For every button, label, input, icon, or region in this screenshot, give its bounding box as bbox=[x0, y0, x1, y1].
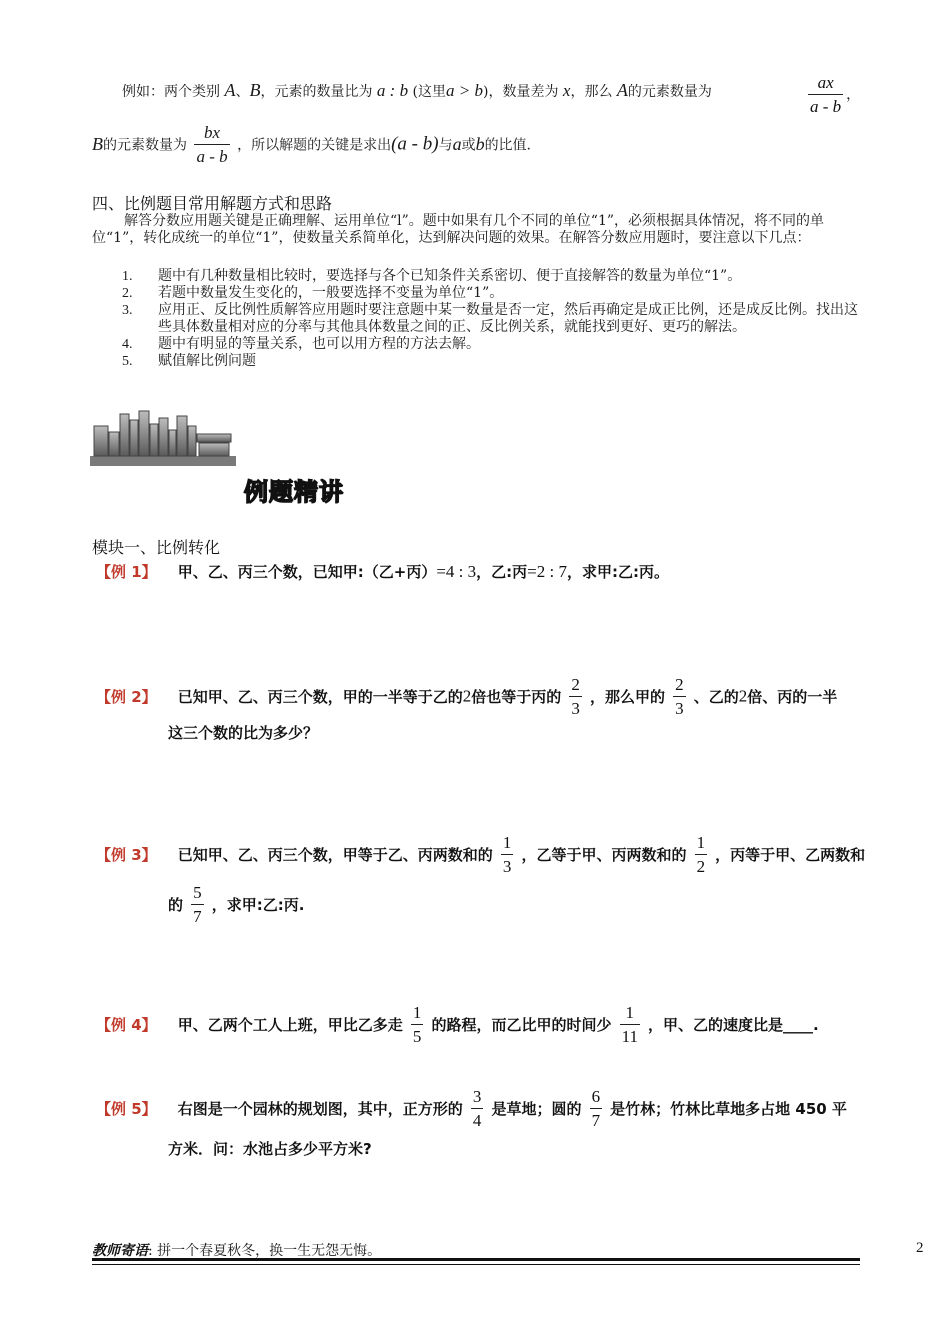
example-4: 【例 4】 甲、乙两个工人上班，甲比乙多走 $\frac{1}{5}$ 的路程，而乙比甲的时间少 $\frac{1}{11}$ ，甲、乙的速度比是____. bbox=[96, 1003, 819, 1046]
tips-list bbox=[122, 268, 864, 370]
intro-fraction-1: $\frac{ax}{a - b}$ ， bbox=[810, 73, 861, 116]
example-3: 【例 3】 已知甲、乙、丙三个数，甲等于乙、丙两数和的 $\frac{1}{3}$ ，乙等于甲、丙两数和的 $\frac{1}{2}$ ，丙等于甲、乙两数和 bbox=[96, 833, 866, 876]
example-1: 【例 1】 甲、乙、丙三个数，已知甲:（乙+丙）=4 : 3，乙:丙=2 : 7，求甲:乙:丙。 bbox=[96, 562, 669, 581]
books-banner-icon bbox=[88, 408, 238, 470]
intro-line-1: 例如：两个类别 A、B，元素的数量比为 a : b (这里a > b)，数量差为 x，那么 A的元素数量为 bbox=[122, 80, 712, 100]
example-2: 【例 2】 已知甲、乙、丙三个数，甲的一半等于乙的2倍也等于丙的 $\frac{2}{3}$ ，那么甲的 $\frac{2}{3}$ 、乙的2倍、丙的一半 bbox=[96, 675, 838, 718]
tip-item: 5. 赋值解比例问题 bbox=[122, 353, 256, 369]
tip-item: 3. 应用正、反比例性质解答应用题时要注意题中某一数量是否一定，然后再确定是成正比例，还是成反比例。找出这些具体数量相对应的分率与其他具体数量之间的正、反比例关系，就能找到更好、更巧的解法。 bbox=[122, 302, 858, 335]
footer-note: 教师寄语: 拼一个春夏秋冬，换一生无怨无悔。 bbox=[92, 1243, 382, 1259]
example-label: 【例 2】 bbox=[96, 688, 157, 706]
tip-item: 2. 若题中数量发生变化的，一般要选择不变量为单位“1”。 bbox=[122, 285, 504, 301]
example-label: 【例 4】 bbox=[96, 1016, 157, 1034]
page-number: 2 bbox=[916, 1240, 924, 1256]
tip-item: 1. 题中有几种数量相比较时，要选择与各个已知条件关系密切、便于直接解答的数量为单位“1”。 bbox=[122, 268, 742, 284]
example-label: 【例 5】 bbox=[96, 1100, 157, 1118]
section-heading: 四、比例题目常用解题方式和思路 bbox=[92, 194, 333, 213]
intro-line-2: B的元素数量为 $\frac{bx}{a - b}$ ，所以解题的关键是求出(a - b)与a或b的比值. bbox=[92, 123, 532, 166]
example-3-line-2: 的 $\frac{5}{7}$ ，求甲:乙:丙. bbox=[168, 883, 305, 926]
footer-rule bbox=[92, 1258, 860, 1261]
footer-rule-thin bbox=[92, 1264, 860, 1265]
example-5-line-2: 方米．问：水池占多少平方米? bbox=[168, 1140, 372, 1158]
module-title: 模块一、比例转化 bbox=[92, 538, 221, 557]
section-paragraph: 解答分数应用题关键是正确理解、运用单位“l”。题中如果有几个不同的单位“1”，必须根据具体情况，将不同的单位“1”，转化成统一的单位“1”，使数量关系简单化，达到解决问题的效果。在解答分数应用题时，要注意以下几点： bbox=[92, 213, 825, 246]
books-icon bbox=[88, 408, 238, 470]
example-banner-title: 例题精讲 bbox=[244, 478, 344, 506]
tip-item: 4. 题中有明显的等量关系，也可以用方程的方法去解。 bbox=[122, 336, 480, 352]
example-label: 【例 3】 bbox=[96, 846, 157, 864]
example-2-line-2: 这三个数的比为多少？ bbox=[168, 724, 319, 742]
example-5: 【例 5】 右图是一个园林的规划图，其中，正方形的 $\frac{3}{4}$ 是草地；圆的 $\frac{6}{7}$ 是竹林；竹林比草地多占地 450 平 bbox=[96, 1087, 847, 1130]
example-label: 【例 1】 bbox=[96, 563, 157, 581]
